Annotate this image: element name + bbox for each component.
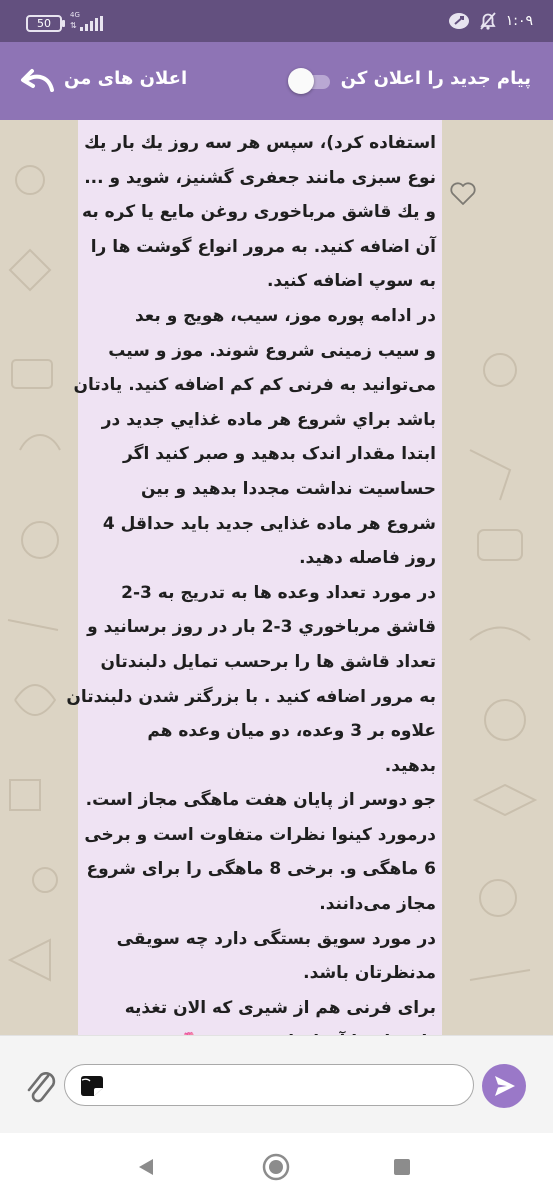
message-line: استفاده کرد)، سپس هر سه روز یك بار یك <box>84 133 436 153</box>
message-line: جو دوسر از پایان هفت ماهگی مجاز است. <box>85 790 436 811</box>
message-bubble[interactable] <box>66 120 442 1035</box>
toggle-knob <box>288 68 314 94</box>
message-line: مجاز می‌دانند. <box>319 894 436 915</box>
react-button[interactable] <box>448 178 478 208</box>
send-arrow-icon <box>482 1064 526 1108</box>
paperclip-icon <box>22 1066 60 1106</box>
heart-outline-icon <box>448 178 478 208</box>
page-title: اعلان های من <box>64 68 188 89</box>
battery-level: 50 <box>37 16 51 30</box>
message-line: ابتدا مقدار اندک بدهید و صبر کنید اگر <box>123 444 436 465</box>
message-line: علاوه بر 3 وعده، دو میان وعده هم <box>147 721 436 742</box>
message-input[interactable] <box>64 1064 474 1106</box>
nav-home-icon <box>262 1153 290 1181</box>
message-line: و یك قاشق مرباخوری روغن مایع یا کره به <box>82 202 436 223</box>
sticker-icon <box>79 1074 105 1098</box>
message-line: در ادامه پوره موز، سیب، هویج و بعد <box>134 305 436 326</box>
nav-back-button[interactable] <box>136 1157 156 1177</box>
message-line: درمورد کینوا نظرات متفاوت است و برخی <box>84 824 436 845</box>
message-line: به مرور اضافه کنید . با بزرگتر شدن دلبندتان <box>66 686 436 707</box>
message-line: شروع هر ماده غذایی جدید باید حداقل 4 <box>102 513 436 534</box>
nav-home-button[interactable] <box>262 1153 290 1181</box>
status-time: ۱:۰۹ <box>505 13 533 29</box>
message-line: 6 ماهگی و. برخی 8 ماهگی را برای شروع <box>86 859 436 880</box>
status-left-group <box>26 13 106 33</box>
message-line: آن اضافه کنید. به مرور انواع گوشت ها را <box>90 236 436 257</box>
attach-button[interactable] <box>22 1066 60 1106</box>
message-line: نوع سبزی مانند جعفری گشنیز، شوید و ... <box>84 167 436 188</box>
send-button[interactable] <box>482 1064 526 1108</box>
back-button[interactable] <box>16 64 56 98</box>
nav-recents-icon <box>393 1158 411 1176</box>
message-line: و سیب زمینی شروع شوند. موز و سیب <box>108 340 436 361</box>
message-line: مدنظرتان باشد. <box>303 963 436 984</box>
composer-bar <box>0 1035 553 1133</box>
sticker-button[interactable] <box>79 1074 105 1098</box>
signal-bars <box>80 16 103 31</box>
message-line: باشد براي شروع هر ماده غذايي جديد در <box>101 409 436 430</box>
nav-back-icon <box>136 1157 156 1177</box>
message-line: حساسیت نداشت مجددا بدهید و بین <box>140 478 436 499</box>
data-arrows-icon: ⇅ <box>70 21 77 30</box>
battery-icon <box>26 15 62 32</box>
system-nav-bar <box>0 1133 553 1200</box>
notify-toggle-label: پیام جدید را اعلان کن <box>340 68 531 89</box>
status-right-group <box>448 11 533 31</box>
message-line: بدهید. <box>384 755 436 776</box>
message-text <box>66 126 436 1060</box>
chat-area[interactable] <box>0 120 553 1035</box>
message-line: در مورد سویق بستگی دارد چه سویقی <box>116 928 436 949</box>
network-type: 4G <box>70 11 80 19</box>
message-line: برای فرنی هم از شیری که الان تغذیه <box>124 997 436 1018</box>
message-line: روز فاصله دهید. <box>299 548 436 569</box>
message-line: قاشق مرباخوري 3-2 بار در روز برسانيد و <box>87 617 436 638</box>
app-notification-icon <box>448 11 470 31</box>
nav-recents-button[interactable] <box>393 1158 411 1176</box>
notification-muted-icon <box>478 11 498 31</box>
status-bar <box>0 0 553 42</box>
message-line: در مورد تعداد وعده ها به تدریج به 3-2 <box>121 582 436 603</box>
message-line: می‌توانید به فرنی کم کم اضافه کنید. یادتان <box>73 375 436 396</box>
curved-back-arrow-icon <box>16 64 56 98</box>
signal-icon <box>70 13 106 33</box>
message-line: به سوپ اضافه کنید. <box>266 271 436 292</box>
notify-toggle[interactable] <box>288 68 332 94</box>
message-line: تعداد قاشق ها را برحسب تمایل دلبندتان <box>100 651 436 672</box>
app-header <box>0 42 553 120</box>
